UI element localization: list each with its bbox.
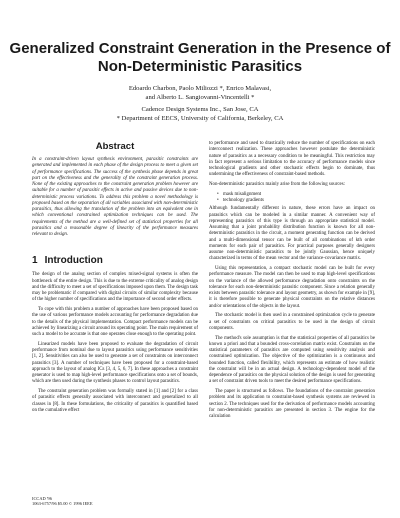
author-list xyxy=(0,84,400,102)
intro-paragraph-8: The stochastic model is then used in a constrained optimization cycle to generate a set of constraints on critical parasitics to be used in the design of circuit components. xyxy=(209,313,375,331)
affiliations xyxy=(0,105,400,123)
authors-line-1: Edoardo Charbon, Paolo Miliozzi *, Enrico Malavasi, xyxy=(128,85,272,92)
title-line-2: Non-Deterministic Parasitics xyxy=(97,58,303,75)
introduction-heading xyxy=(32,255,198,266)
intro-paragraph-10: The paper is structured as follows. The foundations of the constraint generation problem and its application to constraint-based synthesis systems are reviewed in section 2. The techniques used for the derivation of performance models accounting for non-deterministic parasitics are presented in section 3. The engine for the calculation xyxy=(209,389,375,419)
sources-list xyxy=(209,192,375,205)
copyright-line: 1063-6757/96 $5.00 © 1996 IEEE xyxy=(32,501,93,507)
intro-paragraph-9: The method's sole assumption is that the statistical properties of all parasitics be known a priori and that a bounded cross-correlation matrix exist. Constraints on the statistical parameters of parasitics are computed using sensitivity analysis and constrained optimization. The objective of the optimization is a continuous and bounded function, called flexibility, which represents an estimate of how realistic the constraint will be in an actual design. A technology-dependent model of the dependence of parasitics on the physical solution of the design is used for generating a set of constraint driven tools to meet the desired performance specifications. xyxy=(209,335,375,385)
affiliation-line-1: Cadence Design Systems Inc., San Jose, CA xyxy=(141,106,259,113)
conference-label: ICCAD '96 xyxy=(32,496,52,501)
abstract-text: In a constraint-driven layout synthesis environment, parasitic constraints are generated and implemented in each phase of the design process to meet a given set of performance specifications. The success of the synthesis phase depends in great part on the effectiveness and the generality of the constraint generation process. None of the existing approaches to the constraint generation problem however are suitable for a number of parasitic effects in active and passive devices due to non-deterministic process variations. To address this problem a novel methodology is proposed based on the separation of all variables associated with non-deterministic parasitics, thus allowing the translation of the problem into an equivalent one in which conventional constrained optimization techniques can be used. The requirements of the method are a well-defined set of statistical properties for all parasitics and a reasonable degree of linearity of the performance measures relevant to design. xyxy=(32,157,198,237)
intro-paragraph-5: to performance and used to drastically reduce the number of specifications on each interconnect realization. These approaches however postulate the deterministic nature of parasitics as a necessary condition to be meaningful. This restriction may in fact represent a serious limitation to the accuracy of performance models since technological gradients and other stochastic effects begin to dominate, thus undermining the effectiveness of constraint-based methods. xyxy=(209,141,375,178)
intro-paragraph-3: Linearized models have been proposed to evaluate the degradation of circuit performance from nominal due to layout parasitics using performance sensitivities [1, 2]. Sensitivities can also be used to generate a set of constraints on interconnect parasitics [3]. A number of techniques have been proposed for a constraint-based approach to the layout of analog ICs [3, 4, 5, 6, 7]. In these approaches a constraint generator is used to map high-level performance specifications onto a set of bounds, which are then used during the synthesis phases to control layout parasitics. xyxy=(32,341,198,385)
section-title: Introduction xyxy=(44,255,103,267)
right-column xyxy=(209,141,375,424)
intro-paragraph-4: The constraint generation problem was formally stated in [1] and [2] for a class of parasitic effects generally associated with interconnect and generalized to all classes in [8]. In these formulations, the criticality of parasitics is quantified based on the cumulative effect xyxy=(32,389,198,413)
intro-paragraph-2: To cope with this problem a number of approaches have been proposed based on the use of various performance models accounting for performance degradation due to the details of the physical implementation. Compact performance models can be achieved by linearizing a circuit around its operating point. The main requirement of such a model to be accurate is that one operates close enough to the operating point. xyxy=(32,307,198,337)
intro-paragraph-7: Using this representation, a compact stochastic model can be built for every performance measure. The model can then be used to map high-level specifications on the variance of the allowed performance degradation onto constraints on the tolerance for each non-deterministic parasitic component. Since a relation generally exists between parasitic tolerance and layout geometry, as shown for example in [9], it is therefore possible to generate physical constraints on the relative distances and/or orientations of the objects in the layout. xyxy=(209,266,375,309)
authors-line-2: and Alberto L. Sangiovanni-Vincentelli * xyxy=(145,94,255,101)
affiliation-line-2: * Department of EECS, University of California, Berkeley, CA xyxy=(116,115,284,122)
abstract-heading: Abstract xyxy=(95,141,135,152)
list-item: • technology gradients xyxy=(223,198,375,204)
sources-intro: Non-deterministic parasitics mainly arise from the following sources: xyxy=(209,182,345,187)
section-number: 1 xyxy=(32,255,38,267)
list-item: • mask misalignment xyxy=(223,192,375,198)
intro-paragraph-6: Although fundamentally different in nature, these errors have an impact on parasitics which can be modeled in a similar manner. A convenient way of representing parasitics of this type is through an appropriate statistical model. Assuming that a joint probability distribution function is known for all non-deterministic parasitics in the circuit, a moment generating function can be derived and a multi-dimensional tensor can be built of all combinations of kth order moments for each pair of parasitics. For practical purposes generally designers assume non-deterministic parasitics to be jointly Gaussian, hence uniquely characterized in terms of the mean vector and the variance-covariance matrix. xyxy=(209,206,375,262)
left-column xyxy=(32,141,198,418)
page-footer xyxy=(32,496,93,507)
intro-paragraph-1: The design of the analog section of complex mixed-signal systems is often the bottleneck of the entire design. This is due to the extreme criticality of analog design and the difficulty to meet a set of specifications imposed upon them. The design task may be problematic if compared with digital circuits of similar complexity because of the higher number of specifications and the importance of second order effects. xyxy=(32,272,198,303)
title-line-1: Generalized Constraint Generation in the Presence of xyxy=(9,40,391,57)
paper-title xyxy=(0,40,400,76)
